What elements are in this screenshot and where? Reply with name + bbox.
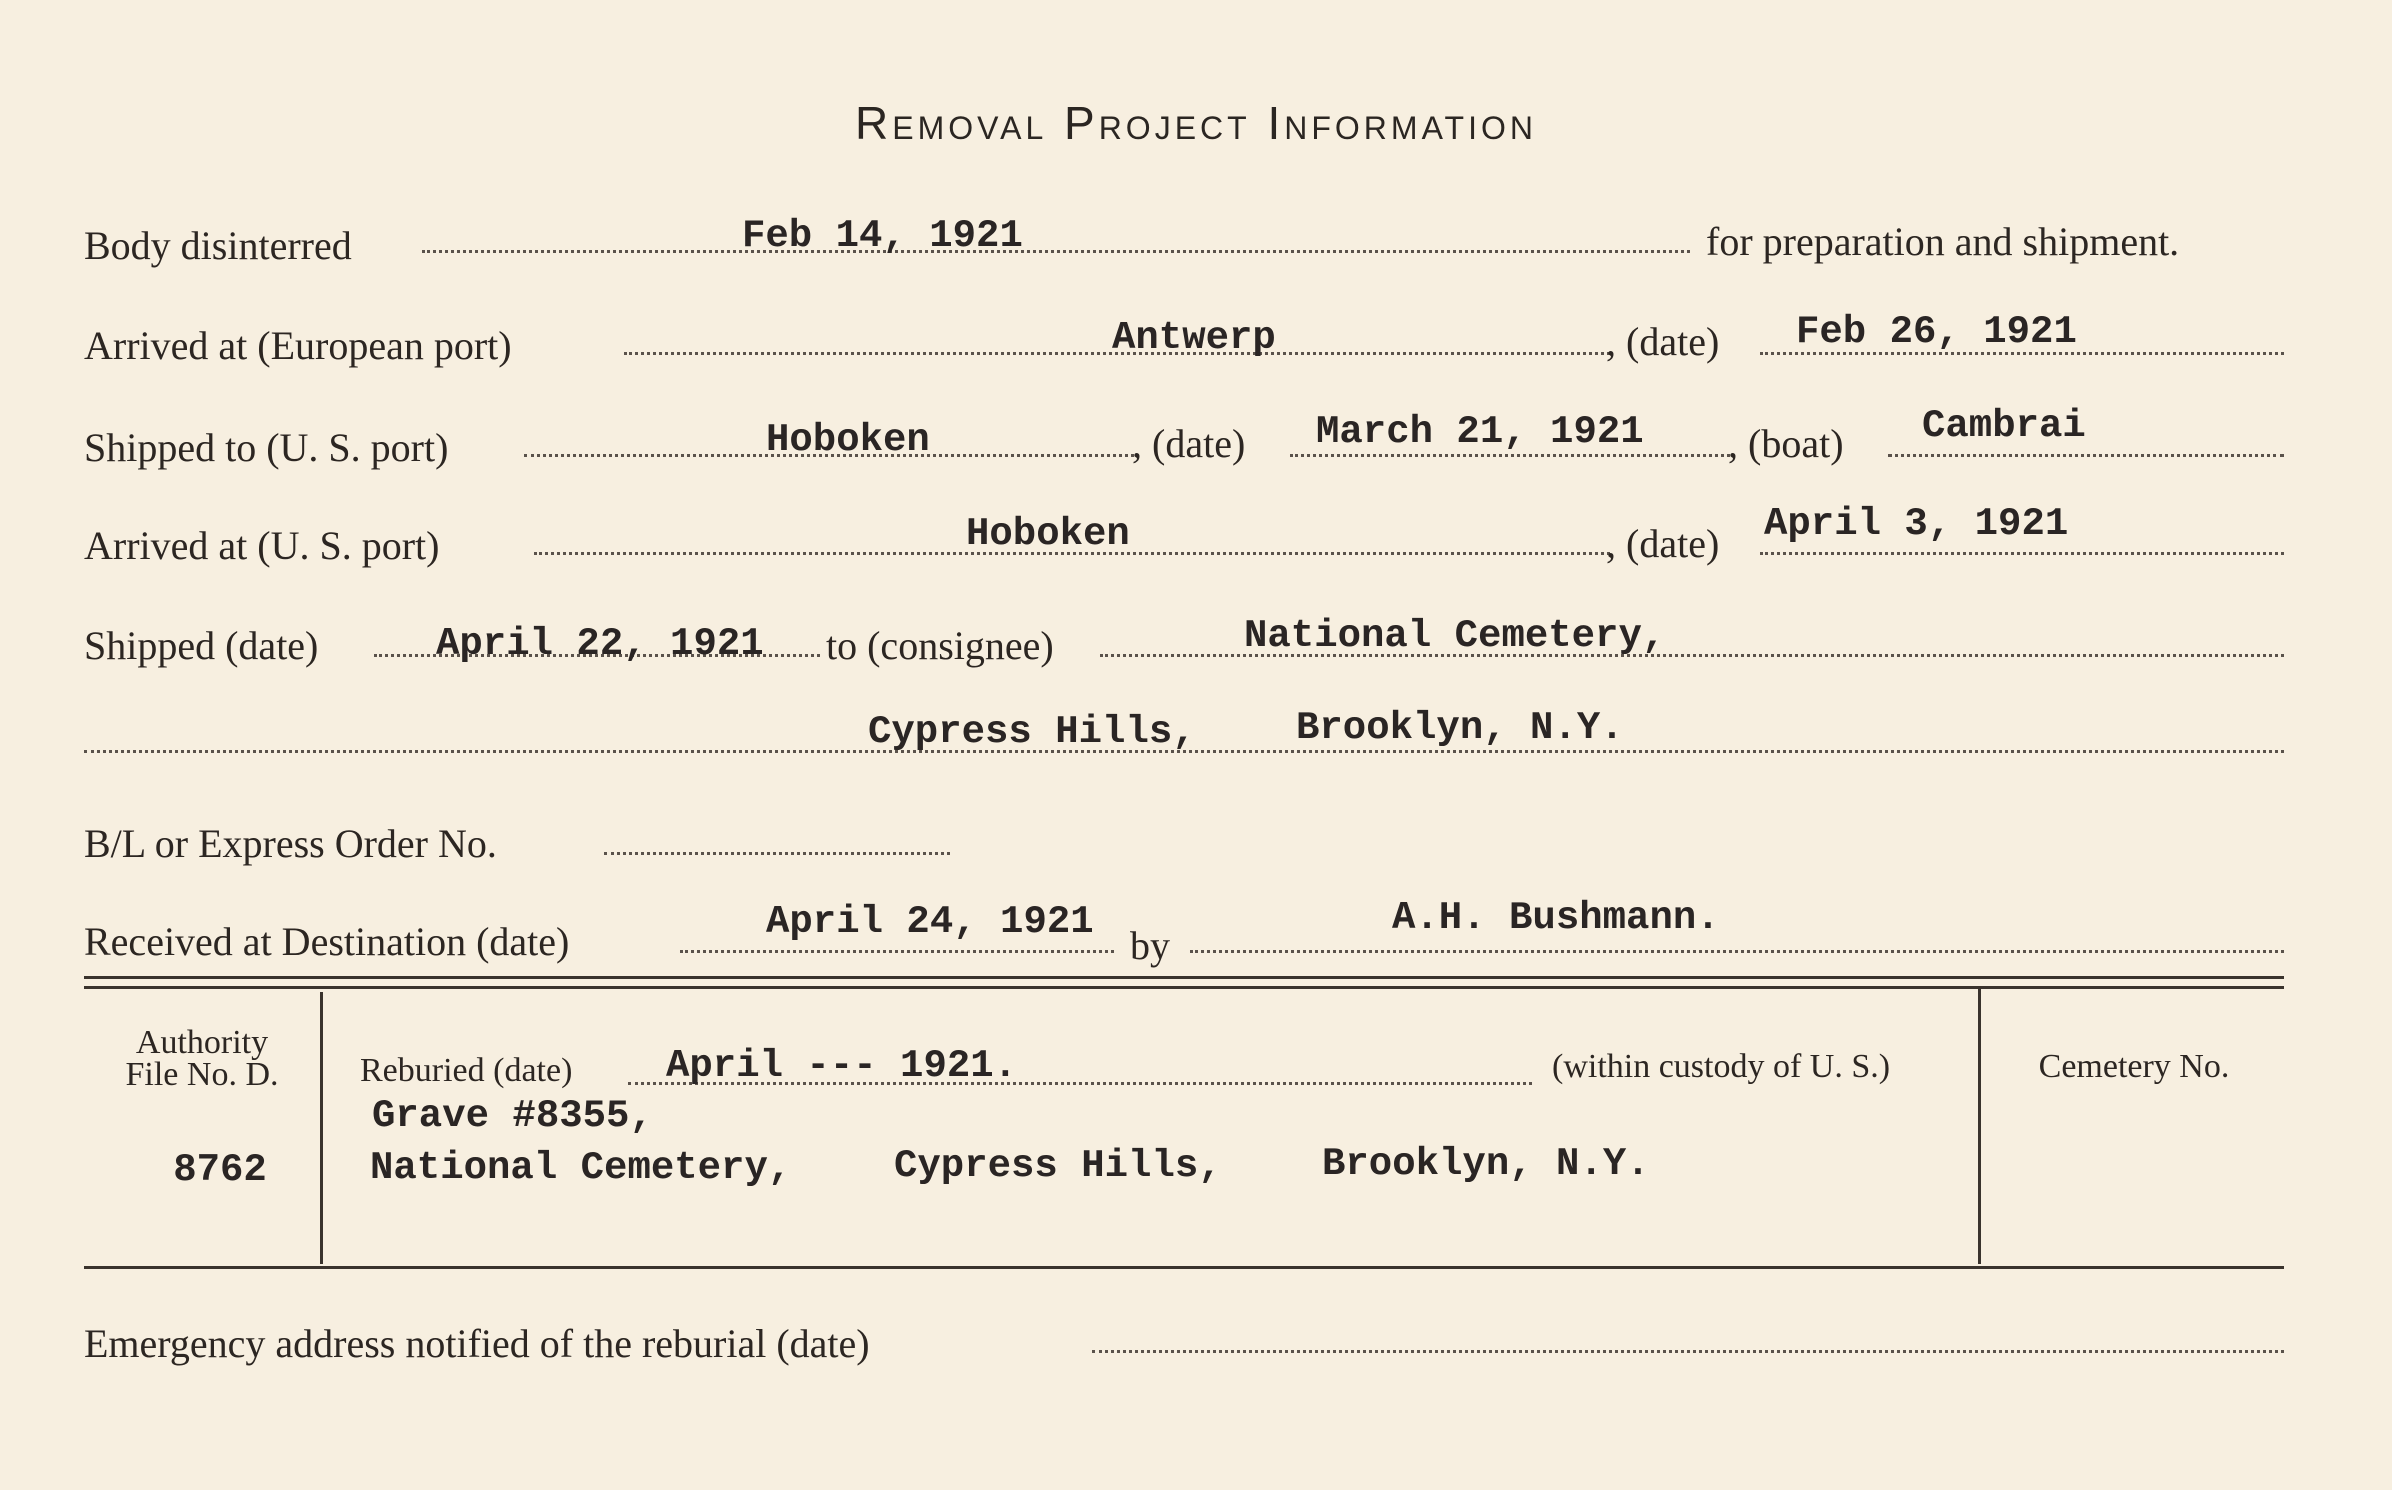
boat-value: Cambrai <box>1922 404 2086 448</box>
cemetery-no-label: Cemetery No. <box>2038 1048 2230 1085</box>
european-port-value: Antwerp <box>1112 316 1276 360</box>
received-destination-line <box>680 950 1114 953</box>
emergency-address-line <box>1092 1350 2284 1353</box>
consignee-city-value: Cypress Hills, <box>868 710 1196 754</box>
us-port-arrived-date-line <box>1760 552 2284 555</box>
received-by-line <box>1190 950 2284 953</box>
body-disinterred-line <box>422 250 1690 253</box>
reburied-cemetery-value: National Cemetery, <box>370 1146 792 1190</box>
us-port-shipped-date-line <box>1290 454 1730 457</box>
european-port-date-label: , (date) <box>1606 319 1720 364</box>
authority-divider <box>320 992 323 1264</box>
file-no-label: File No. D. <box>125 1056 279 1093</box>
box-top-rule <box>84 976 2284 979</box>
european-port-label: Arrived at (European port) <box>84 323 512 368</box>
shipped-date-value: April 22, 1921 <box>436 622 764 666</box>
received-by-label: by <box>1130 923 1170 968</box>
consignee-borough-value: Brooklyn, N.Y. <box>1296 706 1624 750</box>
body-disinterred-label: Body disinterred <box>84 223 352 268</box>
us-port-arrived-date-value: April 3, 1921 <box>1764 502 2069 546</box>
us-port-shipped-label: Shipped to (U. S. port) <box>84 425 449 470</box>
emergency-address-label: Emergency address notified of the reburial (date) <box>84 1321 870 1366</box>
preparation-shipment-text: for preparation and shipment. <box>1706 219 2180 264</box>
card-title: Removal Project Information <box>855 97 1537 149</box>
received-destination-value: April 24, 1921 <box>766 900 1094 944</box>
us-port-arrived-value: Hoboken <box>966 512 1130 556</box>
boat-label: , (boat) <box>1728 421 1844 466</box>
authority-label: Authority <box>135 1024 269 1061</box>
authority-file-value: 8762 <box>173 1148 267 1192</box>
consignee-value: National Cemetery, <box>1244 614 1666 658</box>
bl-order-label: B/L or Express Order No. <box>84 821 497 866</box>
received-by-value: A.H. Bushmann. <box>1392 896 1720 940</box>
reburied-date-value: April --- 1921. <box>666 1044 1018 1088</box>
european-port-date-value: Feb 26, 1921 <box>1796 310 2077 354</box>
us-port-arrived-label: Arrived at (U. S. port) <box>84 523 440 568</box>
reburied-city-value: Cypress Hills, <box>894 1144 1222 1188</box>
cemetery-divider <box>1978 988 1981 1264</box>
us-port-arrived-date-label: , (date) <box>1606 521 1720 566</box>
box-bottom-rule <box>84 1266 2284 1269</box>
body-disinterred-value: Feb 14, 1921 <box>742 214 1023 258</box>
reburied-borough-value: Brooklyn, N.Y. <box>1322 1142 1650 1186</box>
consignee-label: to (consignee) <box>826 623 1054 668</box>
reburied-date-label: Reburied (date) <box>360 1052 573 1089</box>
bl-order-line <box>604 852 950 855</box>
custody-note: (within custody of U. S.) <box>1552 1048 1891 1085</box>
box-top-rule-inner <box>84 986 2284 989</box>
us-port-shipped-date-label: , (date) <box>1132 421 1246 466</box>
received-destination-label: Received at Destination (date) <box>84 919 570 964</box>
us-port-shipped-date-value: March 21, 1921 <box>1316 410 1644 454</box>
shipped-date-label: Shipped (date) <box>84 623 319 668</box>
boat-line <box>1888 454 2284 457</box>
us-port-shipped-value: Hoboken <box>766 418 930 462</box>
grave-number-value: Grave #8355, <box>372 1094 653 1138</box>
